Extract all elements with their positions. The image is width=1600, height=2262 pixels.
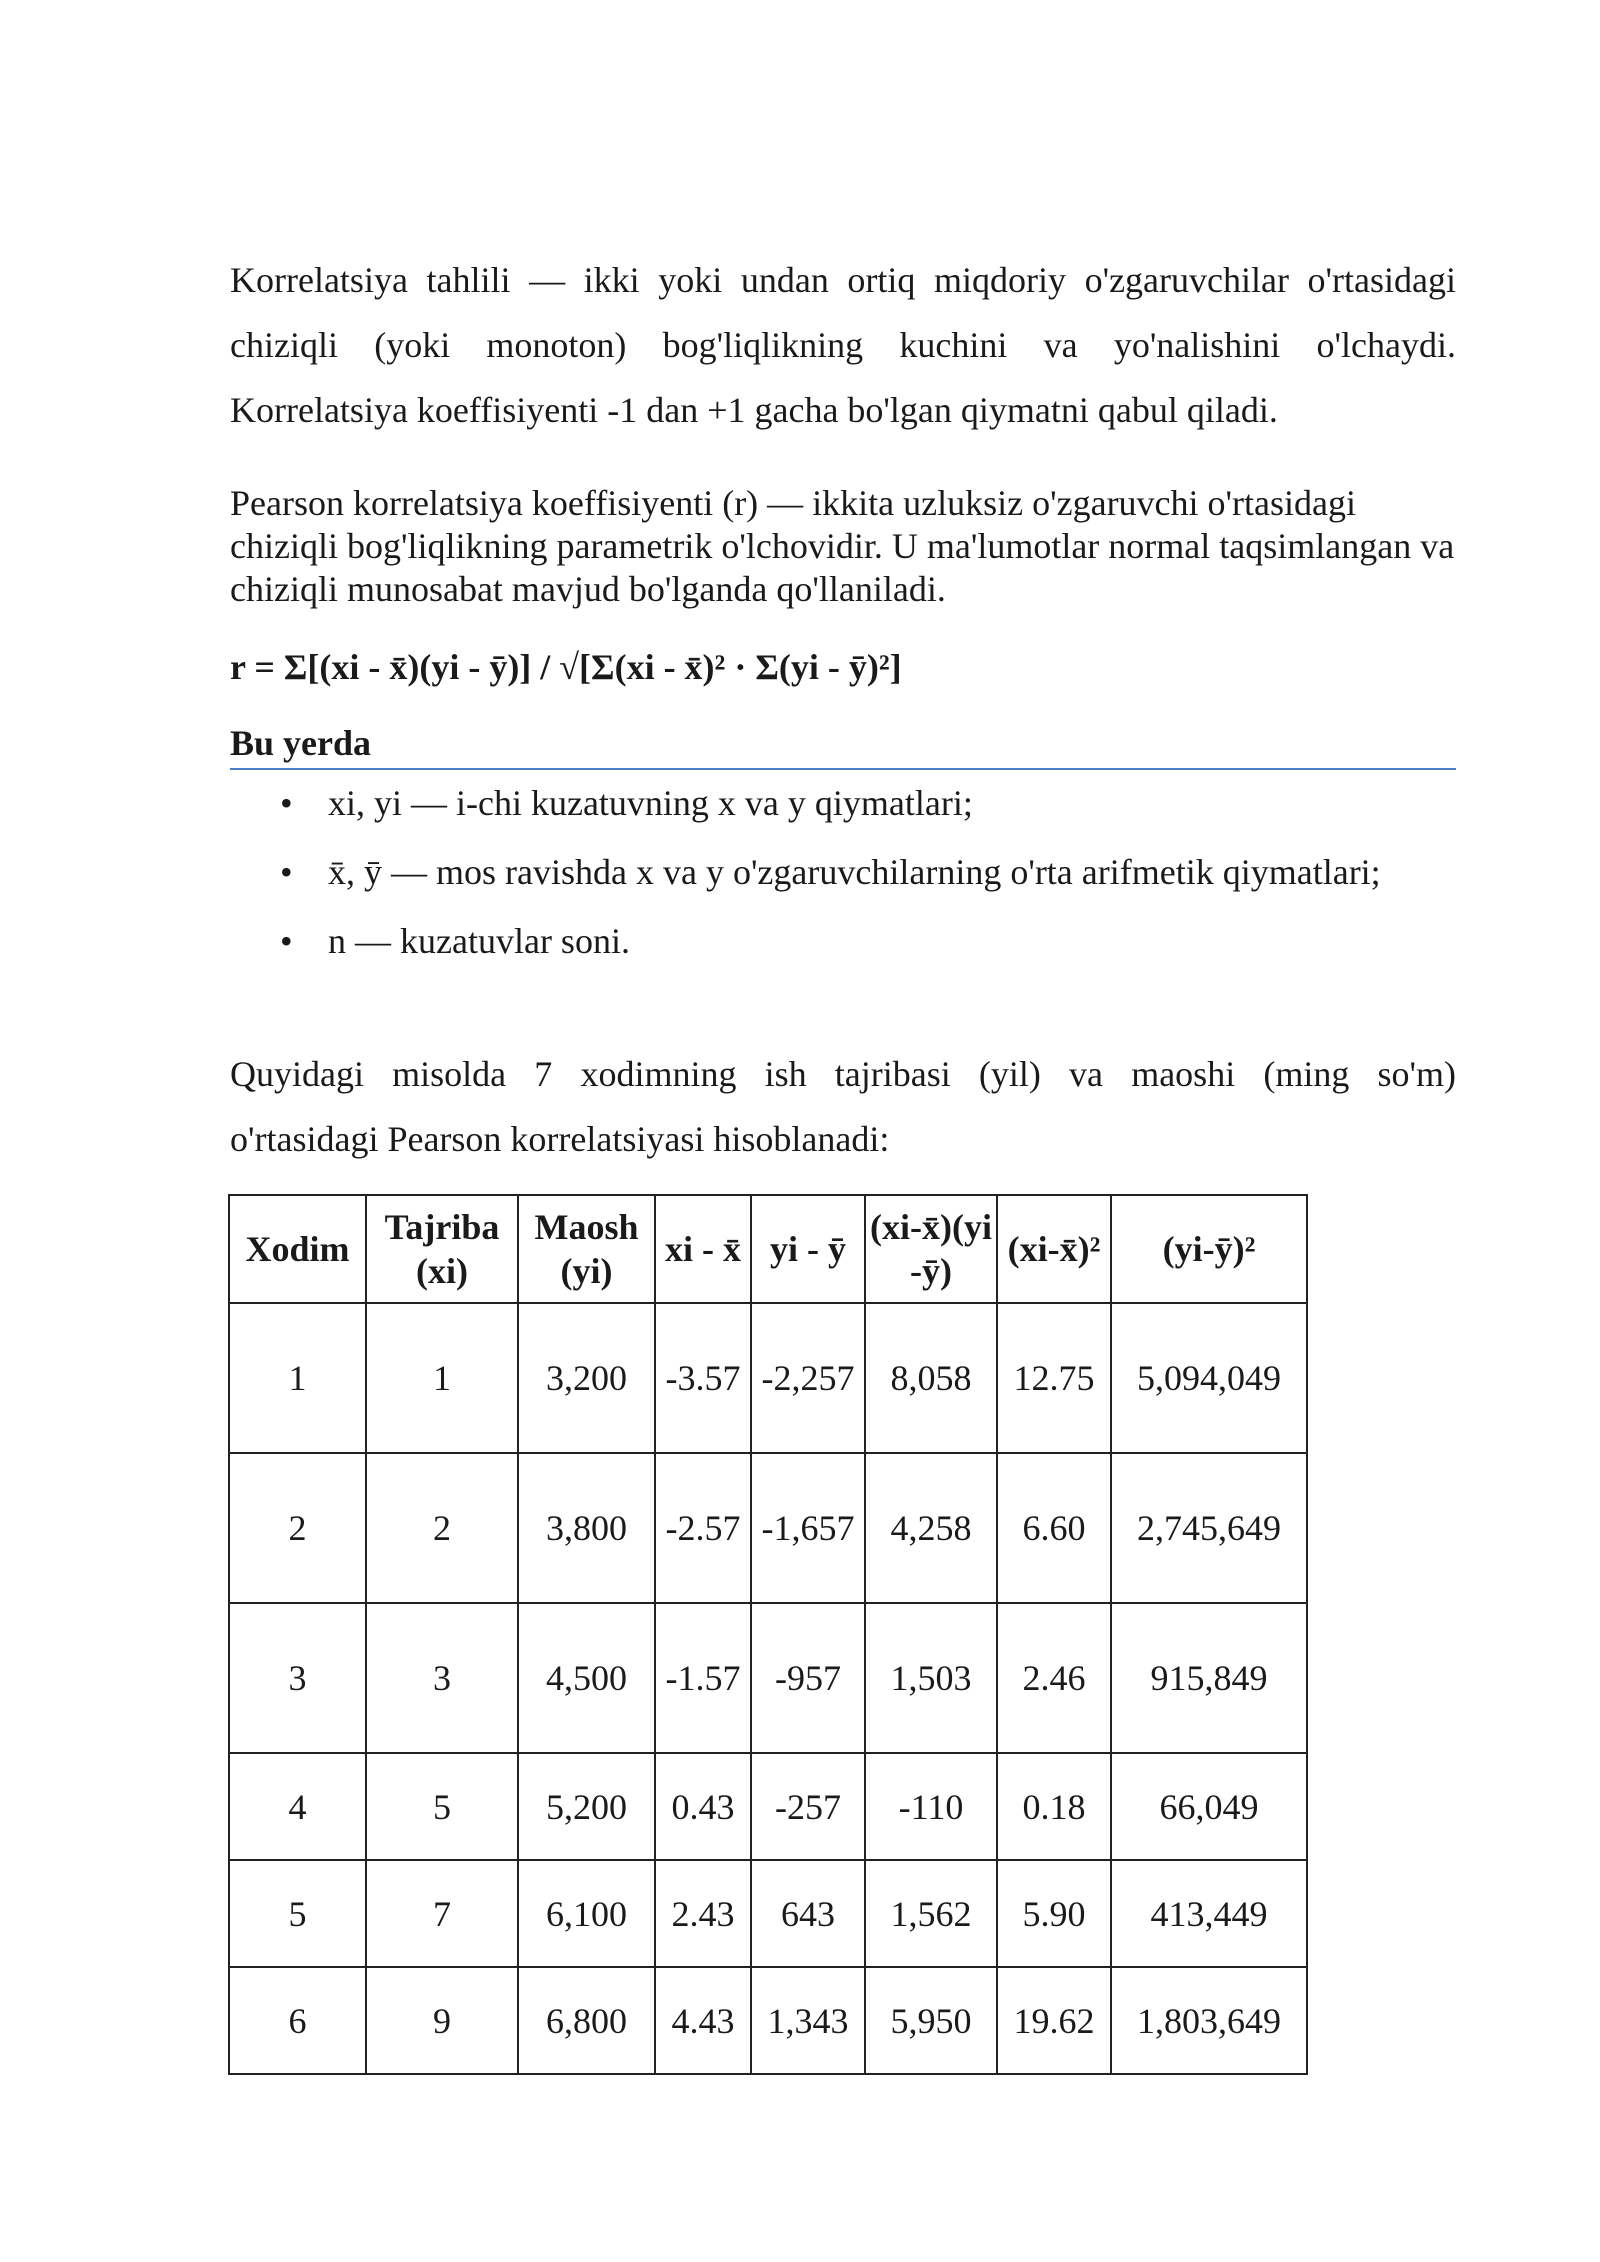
table-cell: 12.75 [997,1303,1111,1453]
definitions-list [230,780,1456,987]
table-cell: 0.18 [997,1753,1111,1860]
example-text-last-line: o'rtasidagi Pearson korrelatsiyasi hisoblanadi: [230,1119,890,1159]
example-text: Quyidagi misolda 7 xodimning ish tajribasi (yil) va maoshi (ming so'm) [230,1054,1456,1094]
table-row [229,1303,1307,1453]
table-cell: 5,094,049 [1111,1303,1307,1453]
table-cell: 5,950 [865,1967,997,2074]
table-cell: 3 [366,1603,518,1753]
column-header-tajriba: Tajriba (xi) [366,1195,518,1303]
table-cell: 2.46 [997,1603,1111,1753]
column-header-y-deviation: yi - ȳ [751,1195,865,1303]
table-cell: 4.43 [655,1967,751,2074]
list-item [230,780,1456,849]
table-row [229,1967,1307,2074]
table-cell: 2 [366,1453,518,1603]
table-cell: 5 [366,1753,518,1860]
table-cell: 2 [229,1453,366,1603]
table-cell: 643 [751,1860,865,1967]
table-cell: 6 [229,1967,366,2074]
table-cell: 5,200 [518,1753,655,1860]
table-cell: 0.43 [655,1753,751,1860]
column-header-maosh: Maosh (yi) [518,1195,655,1303]
correlation-table [228,1194,1308,2075]
table-header-row [229,1195,1307,1303]
column-header-xodim: Xodim [229,1195,366,1303]
table-cell: 7 [366,1860,518,1967]
table-cell: -1.57 [655,1603,751,1753]
intro-text: Korrelatsiya tahlili — ikki yoki undan ortiq miqdoriy o'zgaruvchilar o'rtasidagi chiziqli (yoki monoton) bog'liqlikning kuchini va yo'nalishini o'lchaydi. [230,260,1456,365]
table-row [229,1453,1307,1603]
table-cell: -2.57 [655,1453,751,1603]
table-cell: 1,803,649 [1111,1967,1307,2074]
pearson-paragraph: Pearson korrelatsiya koeffisiyenti (r) — ikkita uzluksiz o'zgaruvchi o'rtasidagi chiziqli bog'liqlikning parametrik o'lchovidir. U ma'lumotlar normal taqsimlangan va chiziqli munosabat mavjud bo'lganda qo'llaniladi. [230,483,1455,609]
table-row [229,1603,1307,1753]
bullet-icon: • [280,783,293,823]
list-item-text: xi, yi — i-chi kuzatuvning x va y qiymatlari; [328,783,973,823]
list-item-text: x̄, ȳ — mos ravishda x va y o'zgaruvchilarning o'rta arifmetik qiymatlari; [328,852,1381,892]
table-cell: 5.90 [997,1860,1111,1967]
intro-text-last-line: Korrelatsiya koeffisiyenti -1 dan +1 gacha bo'lgan qiymatni qabul qiladi. [230,390,1278,430]
table-cell: 6,800 [518,1967,655,2074]
table-cell: -110 [865,1753,997,1860]
table-cell: -3.57 [655,1303,751,1453]
table-cell: 2.43 [655,1860,751,1967]
intro-paragraph [230,248,1456,443]
table-cell: 66,049 [1111,1753,1307,1860]
table-cell: 3,200 [518,1303,655,1453]
table-cell: 4,500 [518,1603,655,1753]
table-cell: 1,343 [751,1967,865,2074]
table-row [229,1753,1307,1860]
table-cell: 3,800 [518,1453,655,1603]
table-cell: 1,503 [865,1603,997,1753]
column-header-product: (xi-x̄)(yi-ȳ) [865,1195,997,1303]
list-item-text: n — kuzatuvlar soni. [328,921,630,961]
table-cell: 9 [366,1967,518,2074]
pearson-formula: r = Σ[(xi - x̄)(yi - ȳ)] / √[Σ(xi - x̄)² · Σ(yi - ȳ)²] [230,647,902,687]
table-cell: 1 [229,1303,366,1453]
table-cell: 19.62 [997,1967,1111,2074]
bullet-icon: • [280,921,293,961]
table-cell: 413,449 [1111,1860,1307,1967]
table-cell: 915,849 [1111,1603,1307,1753]
column-header-x-deviation: xi - x̄ [655,1195,751,1303]
table-cell: 1 [366,1303,518,1453]
bullet-icon: • [280,852,293,892]
table-cell: 5 [229,1860,366,1967]
section-heading: Bu yerda [230,720,1456,770]
table-cell: 4 [229,1753,366,1860]
table-cell: -1,657 [751,1453,865,1603]
table-cell: 6.60 [997,1453,1111,1603]
column-header-y-squared: (yi-ȳ)² [1111,1195,1307,1303]
table-cell: -957 [751,1603,865,1753]
table-cell: -257 [751,1753,865,1860]
column-header-x-squared: (xi-x̄)² [997,1195,1111,1303]
list-item [230,918,1456,987]
table-cell: 1,562 [865,1860,997,1967]
table-row [229,1860,1307,1967]
table-cell: -2,257 [751,1303,865,1453]
table-cell: 6,100 [518,1860,655,1967]
table-cell: 2,745,649 [1111,1453,1307,1603]
table-cell: 3 [229,1603,366,1753]
example-paragraph [230,1042,1456,1172]
list-item [230,849,1456,918]
table-cell: 8,058 [865,1303,997,1453]
table-cell: 4,258 [865,1453,997,1603]
